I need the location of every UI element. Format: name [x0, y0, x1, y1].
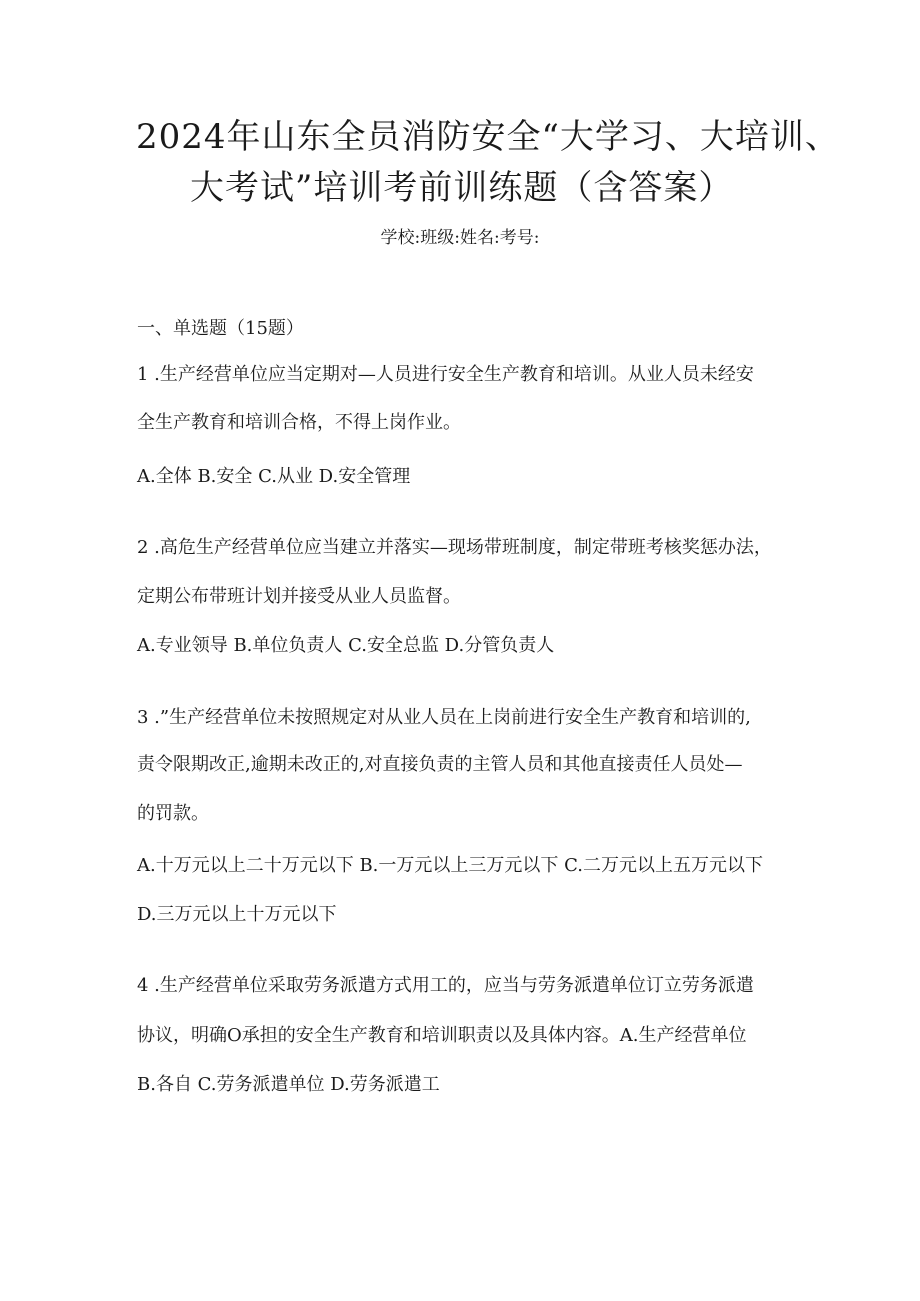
question-3-options-line-1: A.十万元以上二十万元以下 B.一万元以上三万元以下 C.二万元以上五万元以下 — [137, 855, 763, 876]
question-1-line-2: 全生产教育和培训合格，不得上岗作业。 — [137, 412, 461, 433]
question-2-line-2: 定期公布带班计划并接受从业人员监督。 — [137, 586, 461, 607]
question-3-line-1: 3 .”生产经营单位未按照规定对从业人员在上岗前进行安全生产教育和培训的, — [137, 707, 751, 728]
question-4-line-1: 4 .生产经营单位采取劳务派遣方式用工的，应当与劳务派遣单位订立劳务派遣 — [137, 975, 754, 996]
question-4-line-2: 协议，明确O承担的安全生产教育和培训职责以及具体内容。A.生产经营单位 — [137, 1025, 747, 1046]
question-4-line-3: B.各自 C.劳务派遣单位 D.劳务派遣工 — [137, 1074, 440, 1095]
question-3-line-2: 责令限期改正,逾期未改正的,对直接负责的主管人员和其他直接责任人员处— — [137, 754, 743, 775]
document-title-line-2: 大考试”培训考前训练题（含答案） — [190, 168, 734, 208]
question-3-options-line-2: D.三万元以上十万元以下 — [137, 904, 337, 925]
question-2-options: A.专业领导 B.单位负责人 C.安全总监 D.分管负责人 — [137, 635, 555, 656]
document-title-line-1: 2024年山东全员消防安全“大学习、大培训、 — [136, 117, 840, 157]
question-1-options: A.全体 B.安全 C.从业 D.安全管理 — [137, 466, 411, 487]
question-2-line-1: 2 .高危生产经营单位应当建立并落实—现场带班制度，制定带班考核奖惩办法， — [137, 537, 772, 558]
section-heading: 一、单选题（15题） — [137, 318, 304, 339]
question-3-line-3: 的罚款。 — [137, 803, 209, 824]
question-1-line-1: 1 .生产经营单位应当定期对—人员进行安全生产教育和培训。从业人员未经安 — [137, 364, 754, 385]
student-info-line: 学校:班级:姓名:考号: — [380, 228, 540, 248]
